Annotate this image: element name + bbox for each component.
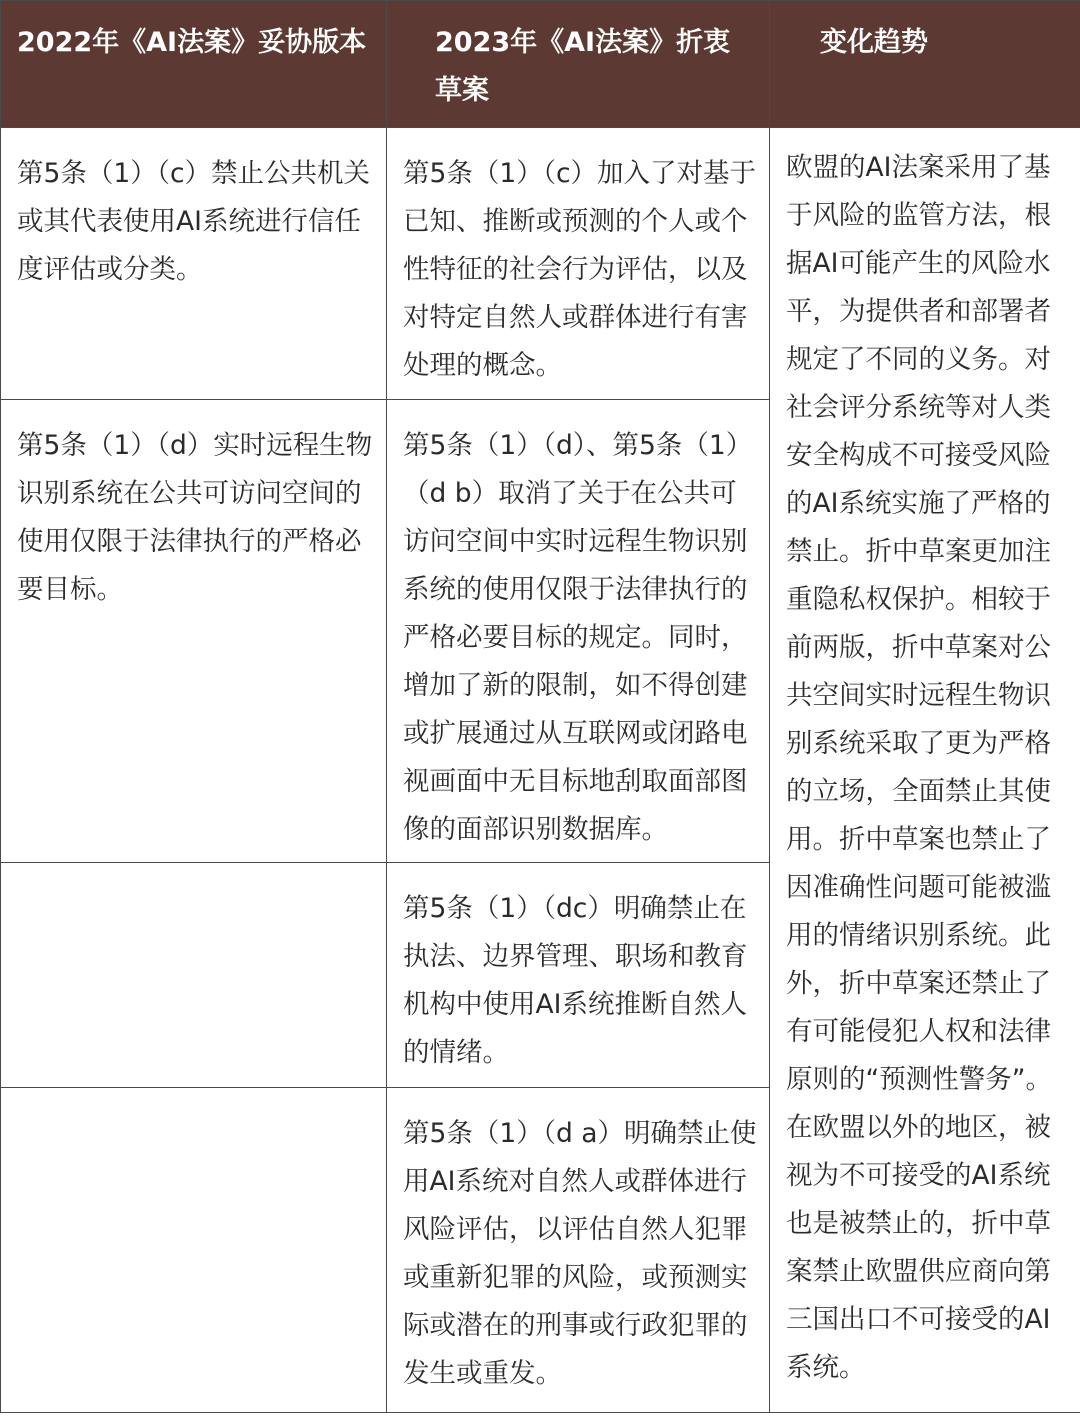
- table-row: [1, 128, 1080, 400]
- header-trend: 变化趋势: [770, 1, 1080, 128]
- cell-2022-empty: [1, 863, 387, 1088]
- header-2022-version: 2022年《AI法案》妥协版本: [1, 1, 387, 128]
- cell-trend: 欧盟的AI法案采用了基于风险的监管方法，根据AI可能产生的风险水平，为提供者和部署者规定了不同的义务。对社会评分系统等对人类安全构成不可接受风险的AI系统实施了严格的禁止。折中草案更加注重隐私权保护。相较于前两版，折中草案对公共空间实时远程生物识别系统采取了更为严格的立场，全面禁止其使用。折中草案也禁止了因准确性问题可能被滥用的情绪识别系统。此外，折中草案还禁止了有可能侵犯人权和法律原则的“预测性警务”。在欧盟以外的地区，被视为不可接受的AI系统也是被禁止的，折中草案禁止欧盟供应商向第三国出口不可接受的AI系统。: [770, 128, 1080, 1413]
- table-header: [1, 1, 1080, 128]
- cell-2022: 第5条（1）（c）禁止公共机关或其代表使用AI系统进行信任度评估或分类。: [1, 128, 387, 400]
- cell-2023: 第5条（1）（c）加入了对基于已知、推断或预测的个人或个性特征的社会行为评估，以及对特定自然人或群体进行有害处理的概念。: [387, 128, 770, 400]
- header-row: [1, 1, 1080, 128]
- header-2023-draft: 2023年《AI法案》折衷草案: [387, 1, 770, 128]
- table-body: [1, 128, 1080, 1413]
- cell-2023: 第5条（1）（d）、第5条（1）（d b）取消了关于在公共可访问空间中实时远程生物识别系统的使用仅限于法律执行的严格必要目标的规定。同时，增加了新的限制，如不得创建或扩展通过从互联网或闭路电视画面中无目标地刮取面部图像的面部识别数据库。: [387, 400, 770, 863]
- cell-2023: 第5条（1）（dc）明确禁止在执法、边界管理、职场和教育机构中使用AI系统推断自然人的情绪。: [387, 863, 770, 1088]
- cell-2022: 第5条（1）（d）实时远程生物识别系统在公共可访问空间的使用仅限于法律执行的严格必要目标。: [1, 400, 387, 863]
- cell-2023: 第5条（1）（d a）明确禁止使用AI系统对自然人或群体进行风险评估，以评估自然人犯罪或重新犯罪的风险，或预测实际或潜在的刑事或行政犯罪的发生或重发。: [387, 1088, 770, 1413]
- cell-2022-empty: [1, 1088, 387, 1413]
